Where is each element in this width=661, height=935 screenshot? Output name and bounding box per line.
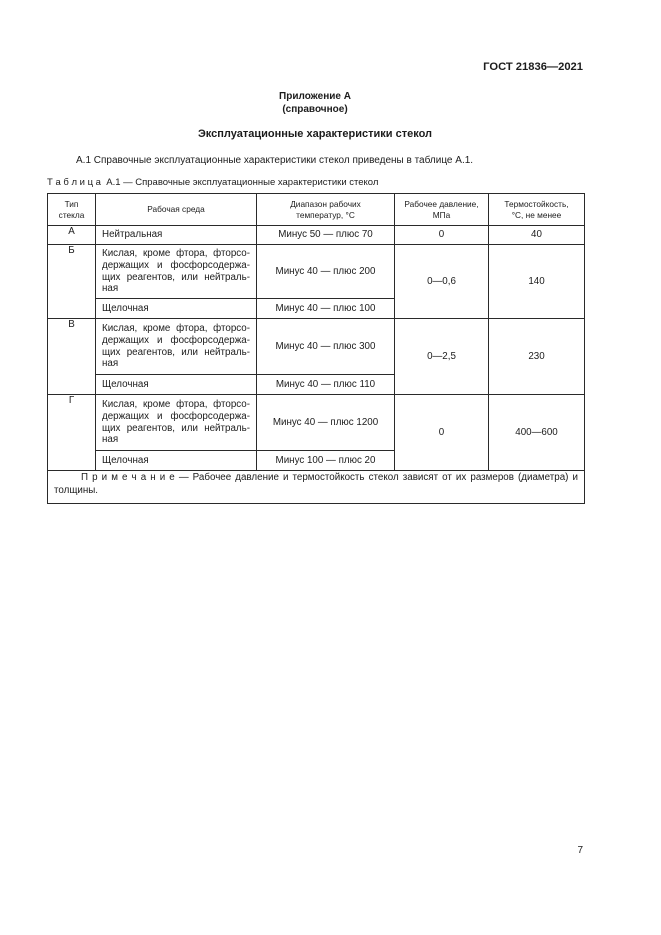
medium-cell xyxy=(96,451,257,471)
note-text: — Рабочее давление и термостойкость стекол зависят от их размеров (диаметра) и толщины. xyxy=(54,472,578,496)
medium-line: щих реагентов, или нейтраль- xyxy=(102,271,250,283)
medium-line: держащих и фосфорсодержа- xyxy=(102,334,250,346)
temperature-range-cell: Минус 100 — плюс 20 xyxy=(257,451,395,471)
header-line: МПа xyxy=(432,209,451,220)
paragraph: А.1 Справочные эксплуатационные характеристики стекол приведены в таблице А.1. xyxy=(76,155,474,166)
table-caption-label: Т а б л и ц а xyxy=(47,177,101,188)
heat-resistance-cell: 230 xyxy=(489,319,585,395)
table-note-row xyxy=(48,471,585,504)
note-label: П р и м е ч а н и е xyxy=(81,472,175,483)
table-header-row xyxy=(48,194,585,226)
characteristics-table xyxy=(47,193,585,504)
medium-line: ная xyxy=(102,434,119,446)
medium-line: держащих и фосфорсодержа- xyxy=(102,410,250,422)
medium-cell xyxy=(96,245,257,299)
document-code: ГОСТ 21836—2021 xyxy=(483,61,583,73)
table-caption xyxy=(47,177,378,189)
header-line: температур, °С xyxy=(296,209,355,220)
page-number: 7 xyxy=(577,845,583,856)
temperature-range-cell: Минус 40 — плюс 100 xyxy=(257,299,395,319)
heat-resistance-cell: 40 xyxy=(489,226,585,245)
temperature-range-cell: Минус 40 — плюс 200 xyxy=(257,245,395,299)
header-line: стекла xyxy=(58,209,85,220)
appendix-title: Приложение А xyxy=(279,91,351,102)
header-line: Рабочее давление, xyxy=(404,199,479,209)
medium-line: Щелочная xyxy=(102,378,149,390)
glass-type-cell: Б xyxy=(48,245,96,319)
appendix-subtitle: (справочное) xyxy=(282,104,348,115)
glass-type-cell: А xyxy=(48,226,96,245)
medium-line: Кислая, кроме фтора, фторсо- xyxy=(102,399,250,411)
section-title: Эксплуатационные характеристики стекол xyxy=(197,128,433,140)
column-header-heat-resistance xyxy=(489,194,585,226)
table-caption-text: А.1 — Справочные эксплуатационные характеристики стекол xyxy=(106,177,379,188)
pressure-cell: 0 xyxy=(395,226,489,245)
heat-resistance-cell: 140 xyxy=(489,245,585,319)
header-line: °С, не менее xyxy=(511,209,562,220)
temperature-range-cell: Минус 40 — плюс 1200 xyxy=(257,395,395,451)
medium-line: Щелочная xyxy=(102,302,149,314)
glass-type-cell: В xyxy=(48,319,96,395)
table-row xyxy=(48,395,585,451)
header-line: Рабочая среда xyxy=(147,204,205,215)
medium-line: Щелочная xyxy=(102,454,149,466)
temperature-range-cell: Минус 40 — плюс 300 xyxy=(257,319,395,375)
temperature-range-cell: Минус 40 — плюс 110 xyxy=(257,375,395,395)
medium-line: щих реагентов, или нейтраль- xyxy=(102,422,250,434)
column-header-pressure xyxy=(395,194,489,226)
medium-cell xyxy=(96,299,257,319)
column-header-glass-type xyxy=(48,194,96,226)
heat-resistance-cell: 400—600 xyxy=(489,395,585,471)
pressure-cell: 0—2,5 xyxy=(395,319,489,395)
header-line: Термостойкость, xyxy=(504,199,569,209)
medium-line: Кислая, кроме фтора, фторсо- xyxy=(102,248,250,260)
medium-line: ная xyxy=(102,358,119,370)
table-row xyxy=(48,245,585,299)
glass-type-cell: Г xyxy=(48,395,96,471)
medium-cell xyxy=(96,375,257,395)
medium-line: Кислая, кроме фтора, фторсо- xyxy=(102,323,250,335)
medium-line: щих реагентов, или нейтраль- xyxy=(102,346,250,358)
medium-line: держащих и фосфорсодержа- xyxy=(102,259,250,271)
table-row xyxy=(48,319,585,375)
column-header-medium xyxy=(96,194,257,226)
header-line: Диапазон рабочих xyxy=(290,199,361,209)
medium-line: Нейтральная xyxy=(102,229,163,241)
medium-line: ная xyxy=(102,283,119,295)
table-note xyxy=(48,471,585,504)
medium-cell xyxy=(96,226,257,245)
medium-cell xyxy=(96,395,257,451)
table-row xyxy=(48,226,585,245)
medium-cell xyxy=(96,319,257,375)
temperature-range-cell: Минус 50 — плюс 70 xyxy=(257,226,395,245)
header-line: Тип xyxy=(64,199,79,209)
pressure-cell: 0 xyxy=(395,395,489,471)
pressure-cell: 0—0,6 xyxy=(395,245,489,319)
column-header-temperature-range xyxy=(257,194,395,226)
